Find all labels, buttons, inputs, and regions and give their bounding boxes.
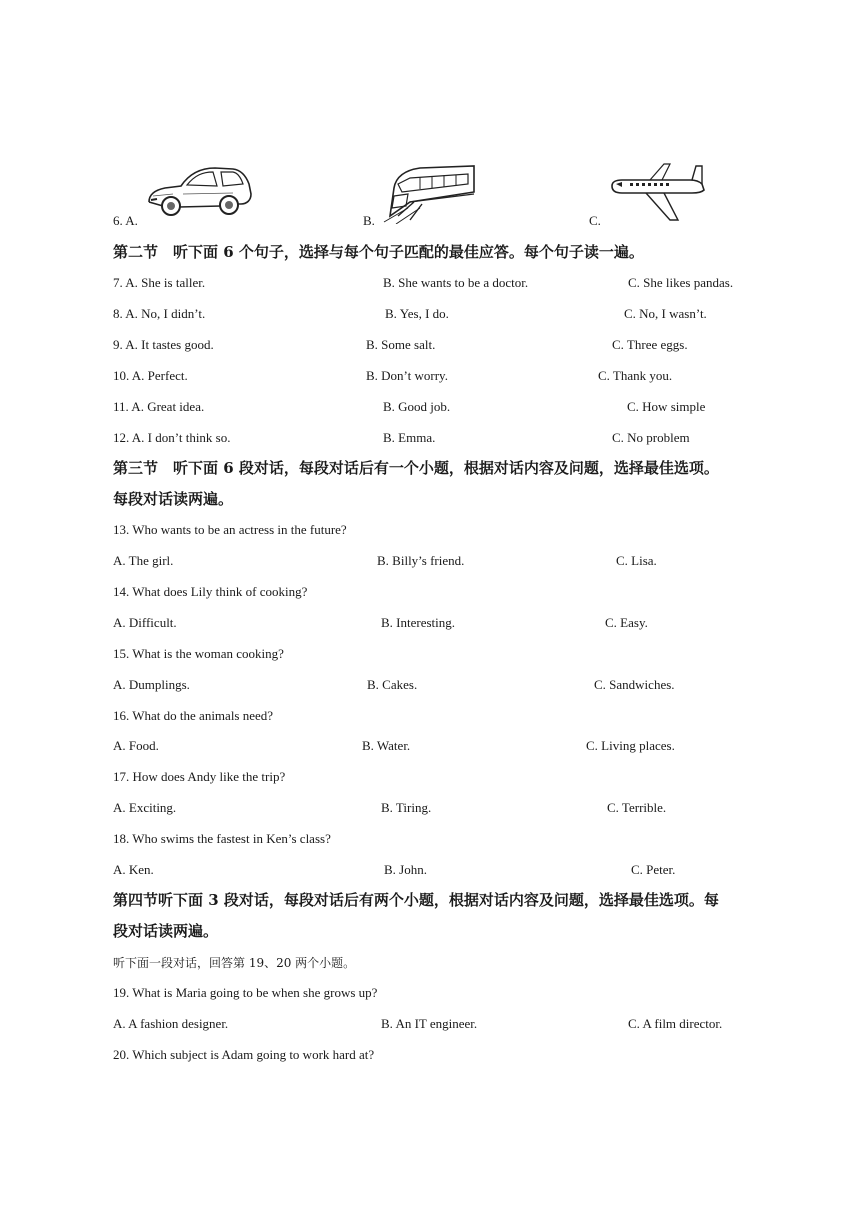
q9-option-c: C. Three eggs. [612,337,688,352]
q8-option-b: B. Yes, I do. [385,306,449,321]
q17-option-b: B. Tiring. [381,800,432,815]
q17-stem: 17. How does Andy like the trip? [113,769,286,784]
q12-option-a: 12. A. I don’t think so. [113,430,231,445]
q15-stem: 15. What is the woman cooking? [113,646,284,661]
q18-option-b: B. John. [384,862,427,877]
q16-option-a: A. Food. [113,738,159,753]
q14-option-b: B. Interesting. [381,615,456,630]
q7-option-c: C. She likes pandas. [628,275,734,290]
q16-stem: 16. What do the animals need? [113,708,274,723]
q14-option-c: C. Easy. [605,615,648,630]
q15-option-c: C. Sandwiches. [594,677,675,692]
q9-option-a: 9. A. It tastes good. [113,337,214,352]
q10-option-c: C. Thank you. [598,368,673,383]
section-3-heading-line-1: 第三节 听下面 6 段对话，每段对话后有一个小题，根据对话内容及问题，选择最佳选项。 [113,459,719,477]
section-2-heading: 第二节 听下面 6 个句子，选择与每个句子匹配的最佳应答。每个句子读一遍。 [113,243,644,261]
airplane-icon [606,160,710,224]
q8-option-c: C. No, I wasn’t. [624,306,707,321]
q6-option-c-label: C. [589,213,601,228]
section-4-heading-line-2: 段对话读两遍。 [113,922,219,940]
q11-option-c: C. How simple [627,399,706,414]
q10-option-b: B. Don’t worry. [366,368,448,383]
car-icon [143,160,255,224]
q7-option-a: 7. A. She is taller. [113,275,206,290]
q14-stem: 14. What does Lily think of cooking? [113,584,308,599]
q13-stem: 13. Who wants to be an actress in the future? [113,522,347,537]
q10-option-a: 10. A. Perfect. [113,368,188,383]
q8-option-a: 8. A. No, I didn’t. [113,306,206,321]
q15-option-a: A. Dumplings. [113,677,190,692]
q17-option-c: C. Terrible. [607,800,667,815]
q18-option-a: A. Ken. [113,862,154,877]
q11-option-b: B. Good job. [383,399,451,414]
q16-option-b: B. Water. [362,738,411,753]
q12-option-c: C. No problem [612,430,690,445]
q11-option-a: 11. A. Great idea. [113,399,205,414]
q12-option-b: B. Emma. [383,430,436,445]
q18-option-c: C. Peter. [631,862,676,877]
train-icon [380,158,480,224]
q19-option-b: B. An IT engineer. [381,1016,478,1031]
q13-option-c: C. Lisa. [616,553,657,568]
q6-option-b-label: B. [363,213,375,228]
q13-option-b: B. Billy’s friend. [377,553,465,568]
q15-option-b: B. Cakes. [367,677,418,692]
q6-option-a-label: 6. A. [113,213,138,228]
q9-option-b: B. Some salt. [366,337,436,352]
section-4-instruction: 听下面一段对话，回答第 19、20 两个小题。 [113,956,356,970]
q18-stem: 18. Who swims the fastest in Ken’s class? [113,831,331,846]
q14-option-a: A. Difficult. [113,615,177,630]
q20-stem: 20. Which subject is Adam going to work hard at? [113,1047,375,1062]
q7-option-b: B. She wants to be a doctor. [383,275,529,290]
q16-option-c: C. Living places. [586,738,675,753]
q13-option-a: A. The girl. [113,553,174,568]
q19-option-c: C. A film director. [628,1016,723,1031]
q19-option-a: A. A fashion designer. [113,1016,229,1031]
section-3-heading-line-2: 每段对话读两遍。 [113,490,234,508]
section-4-heading-line-1: 第四节听下面 3 段对话，每段对话后有两个小题，根据对话内容及问题，选择最佳选项。每 [113,891,719,909]
q19-stem: 19. What is Maria going to be when she grows up? [113,985,378,1000]
q17-option-a: A. Exciting. [113,800,177,815]
